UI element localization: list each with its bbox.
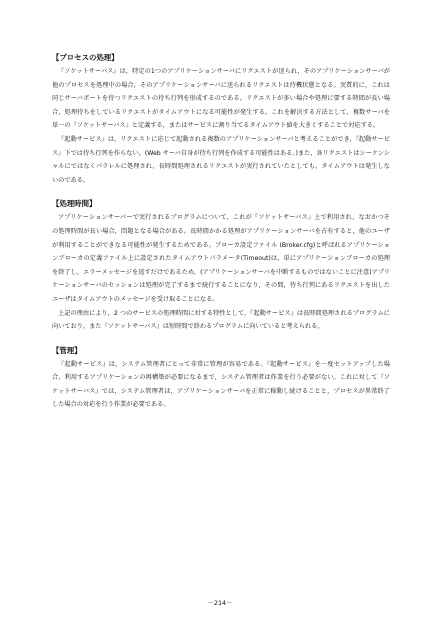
section-heading: 【プロセスの処理】 [52,53,119,62]
section-heading: 【管理】 [52,345,82,355]
section-process-handling [52,52,390,187]
paragraph: 『起動サービス』は，リクエストに応じて起動される複数のアプリケーションサーバと考えることができ，『起動サービス』下では待ち行列を作らない。(Web サーバ自身が待ち行列を作成する可能性はある。)また，各リクエストはシーケンシャルにではなくパラレルに処理され，長時間処理されるリクエストが実行されていたとしても，タイムアウトは発生しないのである。 [52,135,390,184]
page-number: －214－ [207,599,233,607]
section-processing-time [52,198,390,333]
page-body [52,52,390,412]
paragraph: アプリケーションサーバーで実行されるプログラムについて，これが『ソケットサーバス』上で利用され，なおかつその処理時間が長い場合，問題となる場合がある。長時間かかる処理がアプリケーションサーバを占有すると，他のユーザが利用することができなる可能性が発生するためである。ブローカ設定ファイル (Broker.cfg)と呼ばれるアプリケーションブローカの定義ファイル上に設定されたタイムアウトパラメータ(Timeout)は，単にアプリケーションブローカの処理を終了し，エラーメッセージを返すだけであるため，(アプリケーションサーバを中断するものではないことに注意)アプリケーションサーバのセッションは処理が完了するまで続行することになり，その間，待ち行列にあるリクエストを出したユーザはタイムアウトのメッセージを受け取ることになる。 [52,214,390,303]
paragraph: 『ソケットサーバス』は，特定の1つのアプリケーションサーバにリクエストが送られ，そのアプリケーションサーバが他のプロセスを処理中の場合，そのアプリケーションサーバに送られるリクエストは待機状態となる。実質的に，これは同じサーバポートを待つリクエストの待ち行列を形成するのである。リクエストが多い場合や処理に要する時間が長い場合，処理待ちをしているリクエストがタイムアウトになる可能性が発生する。これを解決する方法として，複数サーバを単一の『ソケットサーバス』と定義する，またはサービスに割り当てるタイムアウト値を大きくすることで対応する。 [52,68,390,130]
paragraph: 『起動サービス』は，システム管理者にとって非常に管理が容易である。『起動サービス』を一度セットアップした場合，利用するアプリケーションの再構築が必要になるまで，システム管理者は作業を行う必要がない。これに対して『ソケットサーバス』では，システム管理者は，アプリケーションサーバを正常に稼動し続けることと，プロセスが異常終了した場合の対応を行う作業が必要である。 [52,360,390,409]
section-management [52,345,390,412]
section-heading: 【処理時間】 [52,199,97,209]
paragraph: 上記の理由により，2 つのサービスの処理時間に対する特性として，『起動サービス』は長時間処理されるプログラムに向いており，また『ソケットサーバス』は短時間で終わるプログラムに向いていると考えられる。 [52,309,390,331]
